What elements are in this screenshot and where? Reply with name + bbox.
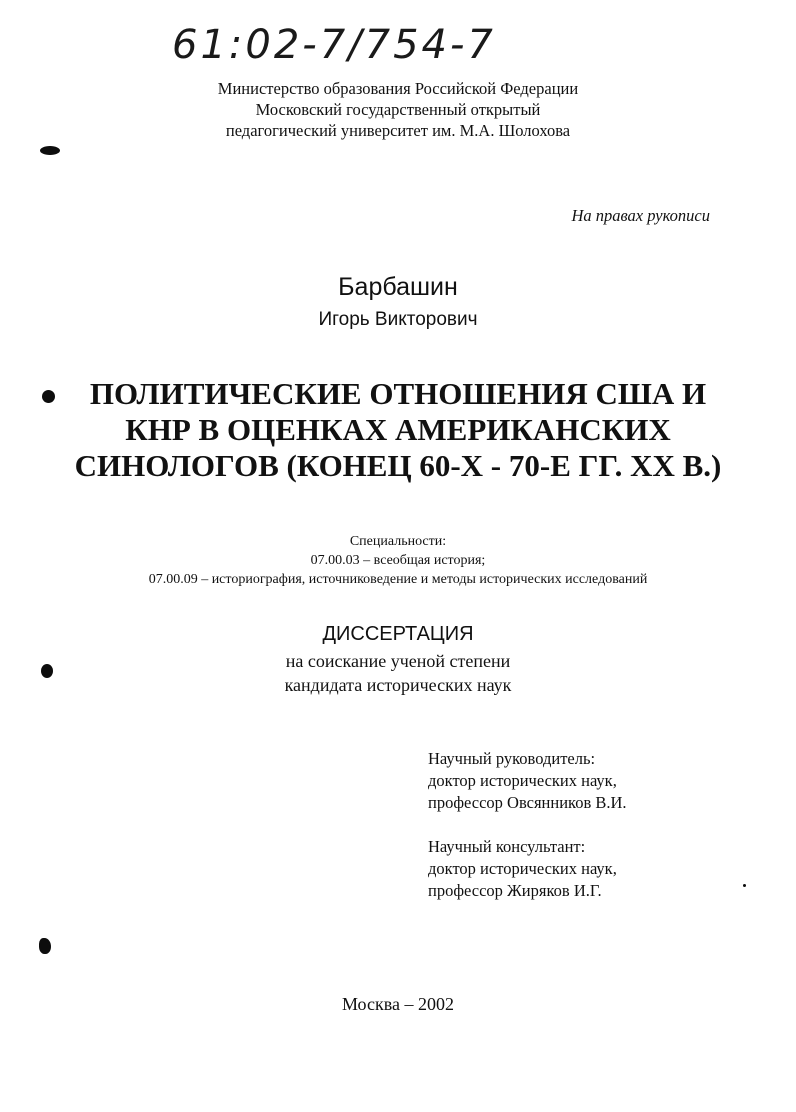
institution-header (0, 78, 796, 141)
author-given-names: Игорь Викторович (318, 309, 478, 330)
title-line: КНР В ОЦЕНКАХ АМЕРИКАНСКИХ (125, 412, 671, 447)
author-surname: Барбашин (338, 273, 458, 301)
consultant-name: профессор Жиряков И.Г. (428, 881, 602, 900)
consultant-role: Научный консультант: (428, 837, 586, 856)
specialty-item: 07.00.03 – всеобщая история; (310, 553, 486, 568)
archive-number-text: 61:02-7/754-7 (172, 22, 496, 68)
advisor-degree: доктор исторических наук, (428, 771, 617, 790)
specialty-item: 07.00.09 – историография, источниковедение и методы исторических исследований (148, 572, 648, 587)
title-line: СИНОЛОГОВ (КОНЕЦ 60-Х - 70-Е ГГ. XX В.) (74, 448, 722, 483)
consultant-degree: доктор исторических наук, (428, 859, 617, 878)
dissertation-heading: ДИССЕРТАЦИЯ (322, 623, 474, 645)
city-year: Москва – 2002 (342, 994, 454, 1014)
specialties-label: Специальности: (349, 534, 447, 549)
scan-mark (743, 884, 746, 887)
degree-line: на соискание ученой степени (285, 651, 511, 671)
rights-note: На правах рукописи (571, 206, 710, 225)
dissertation-degree (0, 649, 796, 697)
scan-mark (39, 938, 51, 954)
institution-line: Министерство образования Российской Федерации (217, 79, 579, 98)
institution-line: Московский государственный открытый (255, 100, 541, 119)
advisor-block (428, 748, 627, 814)
advisor-role: Научный руководитель: (428, 749, 596, 768)
consultant-block (428, 836, 617, 902)
degree-line: кандидата исторических наук (284, 675, 512, 695)
advisor-name: профессор Овсянников В.И. (428, 793, 627, 812)
handwritten-archive-number (172, 22, 496, 68)
dissertation-title (0, 376, 796, 484)
specialties-block (0, 532, 796, 589)
title-line: ПОЛИТИЧЕСКИЕ ОТНОШЕНИЯ США И (89, 376, 707, 411)
scan-mark (40, 146, 60, 155)
institution-line: педагогический университет им. М.А. Шолохова (225, 121, 571, 140)
